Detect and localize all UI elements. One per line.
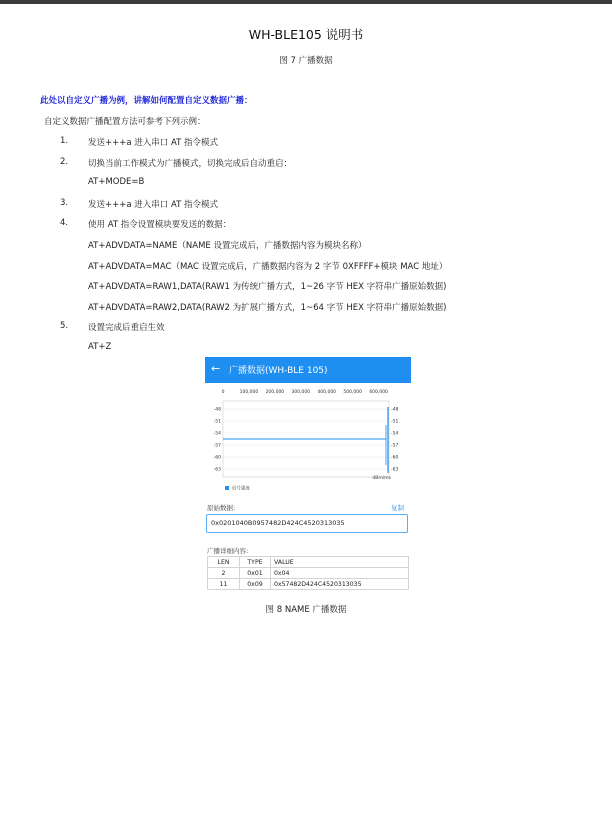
detail-label: 广播详细内容:	[207, 547, 249, 555]
y-tick-label-left: -60	[213, 455, 221, 461]
command-line: AT+ADVDATA=RAW2,DATA(RAW2 为扩展广播方式，1~64 字节 HEX 字符串广播原始数据)	[88, 303, 447, 313]
y-tick-label-right: -48	[391, 407, 399, 413]
x-tick-label: 0	[221, 390, 225, 395]
y-tick-label-left: -51	[213, 419, 221, 425]
x-tick-label: 600,000	[369, 390, 388, 395]
step-number: 2.	[60, 157, 69, 167]
figure-7-caption: 图 7 广播数据	[279, 56, 333, 66]
chart-extras	[225, 475, 392, 492]
step-text: 发送+++a 进入串口 AT 指令模式	[88, 200, 219, 210]
step-text: 使用 AT 指令设置模块要发送的数据：	[88, 220, 232, 230]
chart-x-ticks	[222, 389, 389, 395]
x-tick-label: 100,000	[239, 390, 259, 395]
x-tick-label: 400,000	[317, 390, 337, 395]
app-title: 广播数据(WH-BLE 105)	[229, 366, 328, 376]
copy-button[interactable]: 复制	[391, 504, 404, 512]
cell-len: 2	[208, 568, 240, 579]
y-tick-label-left: -63	[213, 467, 221, 473]
header-value: VALUE	[271, 557, 409, 568]
command-line: AT+Z	[88, 342, 112, 352]
y-tick-label-right: -63	[391, 467, 399, 473]
command-line: AT+ADVDATA=NAME（NAME 设置完成后，广播数据内容为模块名称）	[88, 241, 367, 251]
raw-data-field[interactable]	[206, 514, 408, 533]
y-tick-label-left: -57	[213, 443, 221, 449]
step-text: 设置完成后重启生效	[88, 323, 165, 333]
step-number: 1.	[60, 136, 69, 146]
step-number: 5.	[60, 321, 69, 331]
app-header	[205, 357, 411, 383]
step-number: 4.	[60, 218, 69, 228]
header-type: TYPE	[240, 557, 271, 568]
step-number: 3.	[60, 198, 69, 208]
chart-series	[223, 407, 388, 473]
section-heading: 此处以自定义广播为例，讲解如何配置自定义数据广播：	[40, 96, 253, 106]
y-tick-label-right: -51	[391, 419, 399, 425]
document-title: WH-BLE105 说明书	[248, 27, 364, 42]
app-screenshot	[205, 357, 411, 597]
command-line: AT+ADVDATA=MAC（MAC 设置完成后，广播数据内容为 2 字节 0XFFFF+模块 MAC 地址）	[88, 262, 448, 272]
x-tick-label: 200,000	[265, 390, 285, 395]
command-line: AT+MODE=B	[88, 177, 145, 187]
y-tick-label-right: -57	[391, 443, 399, 449]
raw-data-label: 原始数据:	[207, 504, 236, 512]
x-tick-label: 500,000	[343, 390, 362, 395]
step-text: 切换当前工作模式为广播模式，切换完成后自动重启：	[88, 159, 293, 169]
legend-swatch	[225, 486, 229, 490]
y-tick-label-left: -54	[213, 431, 221, 437]
back-arrow-icon[interactable]: ←	[211, 362, 221, 375]
header-len: LEN	[208, 557, 240, 568]
raw-data-value: 0x0201040B0957482D424C4520313035	[211, 519, 345, 527]
figure-8-caption: 图 8 NAME 广播数据	[265, 605, 347, 615]
step-text: 发送+++a 进入串口 AT 指令模式	[88, 138, 219, 148]
y-tick-label-left: -48	[213, 407, 221, 413]
legend-label: 信号强度	[232, 486, 250, 492]
cell-len: 11	[208, 579, 240, 590]
y-tick-label-right: -54	[391, 431, 399, 437]
cell-value: 0x57482D424C4520313035	[271, 579, 409, 590]
top-border	[0, 0, 612, 4]
table-row	[208, 579, 409, 590]
detail-table	[207, 556, 409, 590]
y-unit-label: dBm/ms	[372, 476, 391, 481]
command-line: AT+ADVDATA=RAW1,DATA(RAW1 为传统广播方式，1~26 字节 HEX 字符串广播原始数据)	[88, 282, 447, 292]
cell-type: 0x09	[240, 579, 271, 590]
cell-value: 0x04	[271, 568, 409, 579]
y-tick-label-right: -60	[391, 455, 399, 461]
signal-chart	[205, 385, 411, 497]
table-header-row	[208, 557, 409, 568]
x-tick-label: 300,000	[291, 390, 311, 395]
cell-type: 0x01	[240, 568, 271, 579]
table-row	[208, 568, 409, 579]
intro-text: 自定义数据广播配置方法可参考下列示例：	[44, 117, 206, 127]
